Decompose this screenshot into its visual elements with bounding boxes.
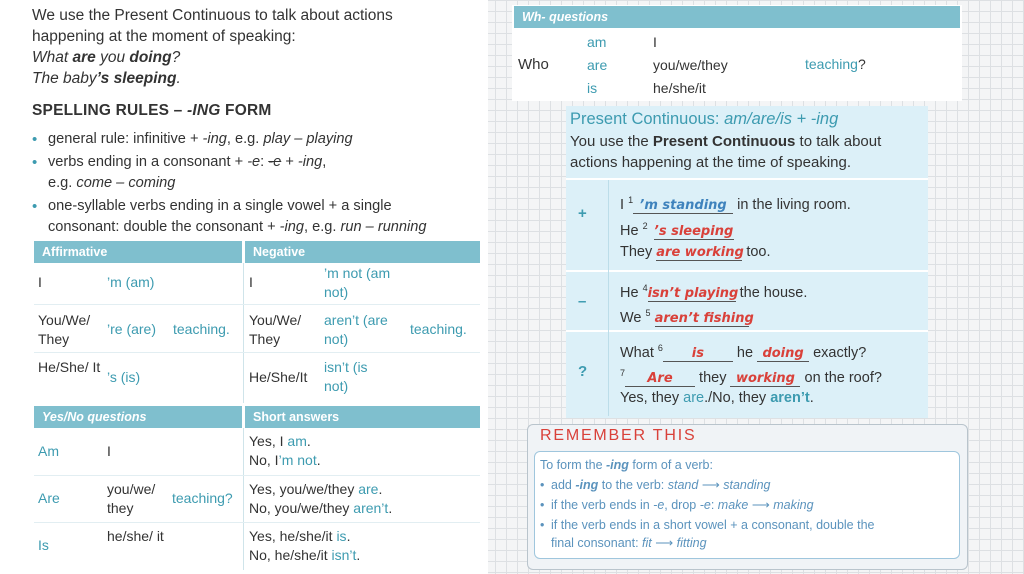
exercise-sentence: He $^2$ ’s sleeping: [620, 221, 734, 239]
remember-this-title: REMEMBER THIS: [540, 427, 697, 444]
remember-this-text: [540, 456, 960, 552]
column-divider: [608, 180, 609, 416]
affirmative-symbol: +: [578, 205, 587, 222]
subject-cell: I: [38, 274, 42, 290]
remember-intro: To form the -ing form of a verb:: [540, 458, 713, 472]
handwritten-answer: aren’t fishing: [654, 310, 754, 326]
question-verb-cell: Am: [38, 443, 59, 459]
example-sentence: The baby’s sleeping.: [32, 70, 181, 87]
row-divider: [34, 522, 480, 523]
verb-cell: isn’t (is not): [324, 359, 368, 394]
question-verb-cell: Are: [38, 490, 60, 506]
yes-no-questions-header: Yes/No questions: [34, 406, 242, 428]
subject-cell: I: [249, 274, 253, 290]
wh-questions-header: Wh- questions: [514, 6, 960, 28]
handwritten-answer: is: [663, 346, 733, 362]
exercise-sentence: They are working too.: [620, 244, 771, 260]
present-continuous-title: Present Continuous: am/are/is + -ing: [570, 110, 839, 128]
arrow-icon: ⟶: [748, 498, 774, 512]
column-divider: [243, 263, 244, 403]
short-answer: No, you/we/they aren’t.: [249, 500, 393, 516]
verb-cell: are: [587, 57, 608, 73]
subject-cell: I: [107, 443, 111, 459]
handwritten-answer: doing: [757, 346, 809, 362]
intro-line: We use the Present Continuous to talk about actions: [32, 7, 393, 24]
subject-cell: He/She/ It: [38, 359, 101, 375]
present-continuous-description: You use the Present Continuous to talk about actions happening at the time of speaking.: [570, 133, 882, 171]
short-answers-header: Short answers: [245, 406, 480, 428]
row-divider: [566, 330, 928, 332]
intro-line: happening at the moment of speaking:: [32, 28, 296, 45]
question-symbol: ?: [578, 363, 588, 380]
column-divider: [243, 428, 244, 570]
subject-cell: you/we/they: [653, 57, 728, 73]
subject-cell: He/She/It: [249, 369, 308, 385]
spelling-rule: • one-syllable verbs ending in a single vowel + a single consonant: double the consonant + -ing, e.g. run – running: [32, 196, 482, 238]
handwritten-answer: ’m standing: [633, 198, 733, 214]
row-divider: [566, 178, 928, 180]
subject-cell: I: [653, 34, 657, 50]
verb-cell: teaching?: [172, 490, 233, 506]
spelling-rule: • general rule: infinitive + -ing, e.g. play – playing: [32, 129, 482, 150]
handwritten-answer: ’s sleeping: [653, 223, 734, 239]
row-divider: [34, 475, 480, 476]
subject-cell: he/she/ it: [107, 528, 164, 544]
verb-cell: aren’t (are not): [324, 312, 388, 347]
exercise-sentence: He $^4$isn’t playing the house.: [620, 283, 808, 301]
verb-cell: ’re (are): [107, 321, 157, 337]
verb-cell: am: [587, 34, 607, 50]
remember-rule: • if the verb ends in -e, drop -e: make ⟶ making: [540, 496, 960, 514]
intro-text: [32, 5, 472, 89]
arrow-icon: ⟶: [651, 536, 677, 550]
spelling-rule: • verbs ending in a consonant + -e: -e + -ing, e.g. come – coming: [32, 152, 482, 194]
subject-cell: You/We/ They: [249, 312, 302, 347]
arrow-icon: ⟶: [698, 478, 724, 492]
exercise-sentence: I $^1$ ’m standing in the living room.: [620, 195, 851, 213]
short-answer: No, he/she/it isn’t.: [249, 547, 361, 563]
exercise-sentence: Yes, they are./No, they aren’t.: [620, 390, 814, 406]
handwritten-answer: working: [730, 371, 800, 387]
negative-header: Negative: [245, 241, 480, 263]
row-divider: [34, 304, 480, 305]
affirmative-header: Affirmative: [34, 241, 242, 263]
row-divider: [34, 352, 480, 353]
subject-cell: you/we/ they: [107, 481, 156, 516]
exercise-sentence: What $^6$ is he doing exactly?: [620, 343, 867, 361]
short-answer: Yes, I am.: [249, 433, 311, 449]
verb-cell: teaching.: [410, 321, 467, 337]
verb-cell: teaching.: [173, 321, 230, 337]
short-answer: Yes, he/she/it is.: [249, 528, 351, 544]
example-sentence: What are you doing?: [32, 49, 181, 66]
verb-cell: is: [587, 80, 598, 96]
exercise-sentence: We $^5$ aren’t fishing: [620, 308, 754, 326]
negative-symbol: –: [578, 293, 587, 310]
verb-cell: ’s (is): [107, 369, 141, 385]
handwritten-answer: are working: [656, 245, 744, 260]
subject-cell: You/We/ They: [38, 312, 91, 347]
question-verb-cell: Is: [38, 537, 49, 553]
remember-rule: • add -ing to the verb: stand ⟶ standing: [540, 476, 960, 494]
short-answer: No, I’m not.: [249, 452, 321, 468]
verb-cell: ’m not (am not): [324, 265, 391, 300]
spelling-rules-title: SPELLING RULES – -ING FORM: [32, 102, 272, 119]
spelling-rules-list: [32, 129, 482, 240]
handwritten-answer: isn’t playing: [647, 285, 739, 301]
short-answer: Yes, you/we/they are.: [249, 481, 383, 497]
exercise-sentence: $^7$ Are they working on the roof?: [620, 368, 882, 386]
verb-cell: ’m (am): [107, 274, 155, 290]
subject-cell: he/she/it: [653, 80, 706, 96]
handwritten-answer: Are: [625, 371, 695, 387]
wh-word: Who: [518, 56, 549, 73]
remember-rule: • if the verb ends in a short vowel + a consonant, double the final consonant: fit ⟶ fitting: [540, 516, 960, 552]
row-divider: [566, 270, 928, 272]
verb-cell: teaching?: [805, 56, 866, 72]
